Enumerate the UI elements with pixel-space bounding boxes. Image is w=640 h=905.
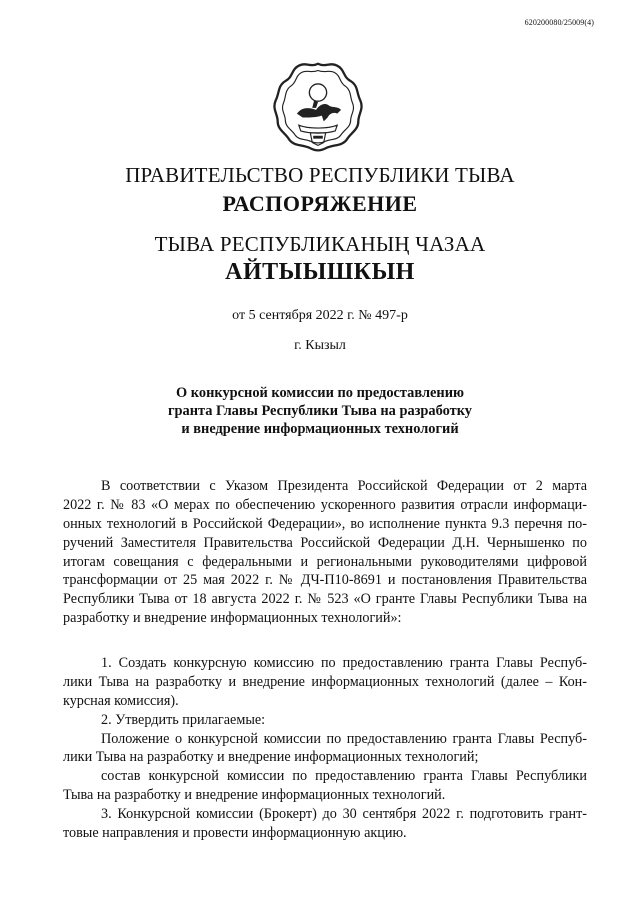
subject-line: О конкурсной комиссии по предоставлению bbox=[175, 385, 464, 401]
text-line: трансформации от 25 мая 2022 г. № ДЧ-П10-8691 и постановления Правительства bbox=[63, 572, 587, 589]
item-1-line: курсная комиссия). bbox=[63, 692, 179, 709]
item-3-line: 3. Конкурсной комиссии (Брокерт) до 30 сентября 2022 г. подготовить грант- bbox=[101, 806, 587, 823]
item-1-line: лики Тыва на разработку и внедрение информационных технологий (далее – Кон- bbox=[63, 673, 587, 690]
document-code: 620200080/25009(4) bbox=[524, 18, 594, 27]
government-title-tyv: ТЫВА РЕСПУБЛИКАНЫҢ ЧАЗАА bbox=[154, 232, 486, 256]
subject-line: и внедрение информационных технологий bbox=[181, 421, 459, 437]
item-2-line: лики Тыва на разработку и внедрение информационных технологий; bbox=[63, 749, 479, 766]
tuva-coat-of-arms-icon bbox=[270, 58, 366, 154]
decree-date-number: от 5 сентября 2022 г. № 497-р bbox=[232, 308, 408, 323]
decree-city: г. Кызыл bbox=[294, 338, 346, 353]
item-1-line: 1. Создать конкурсную комиссию по предоставлению гранта Главы Респуб- bbox=[101, 655, 587, 671]
government-title-ru: ПРАВИТЕЛЬСТВО РЕСПУБЛИКИ ТЫВА bbox=[125, 163, 515, 187]
text-line: ручений Заместителя Правительства Российской Федерации Д.Н. Чернышенко по bbox=[63, 534, 587, 551]
item-2-line: Тыва на разработку и внедрение информационных технологий. bbox=[63, 787, 446, 804]
text-line: онных технологий в Российской Федерации», во исполнение пункта 9.3 перечня по- bbox=[63, 515, 587, 532]
text-line: 2022 г. № 83 «О мерах по обеспечению ускоренного развития отрасли информаци- bbox=[63, 496, 587, 513]
subject-line: гранта Главы Республики Тыва на разработку bbox=[167, 403, 472, 419]
text-line: В соответствии с Указом Президента Российской Федерации от 2 марта bbox=[101, 478, 587, 494]
text-line: Республики Тыва от 18 августа 2022 г. № 523 «О гранте Главы Республики Тыва на bbox=[63, 591, 587, 608]
decree-title-tyv: АЙТЫЫШКЫН bbox=[225, 259, 415, 285]
item-2-line: Положение о конкурсной комиссии по предоставлению гранта Главы Респуб- bbox=[101, 730, 587, 747]
item-2-line: 2. Утвердить прилагаемые: bbox=[101, 711, 266, 728]
decree-items bbox=[63, 654, 587, 843]
decree-subject bbox=[0, 384, 640, 438]
decree-title-ru: РАСПОРЯЖЕНИЕ bbox=[222, 191, 418, 216]
text-line: разработку и внедрение информационных технологий»: bbox=[63, 610, 402, 627]
text-line: итогам совещания с федеральными и региональными руководителями цифровой bbox=[63, 553, 587, 570]
item-3-line: товые направления и провести информационную акцию. bbox=[63, 825, 407, 842]
item-2-line: состав конкурсной комиссии по предоставлению гранта Главы Республики bbox=[101, 768, 587, 785]
preamble-paragraph bbox=[63, 477, 587, 628]
